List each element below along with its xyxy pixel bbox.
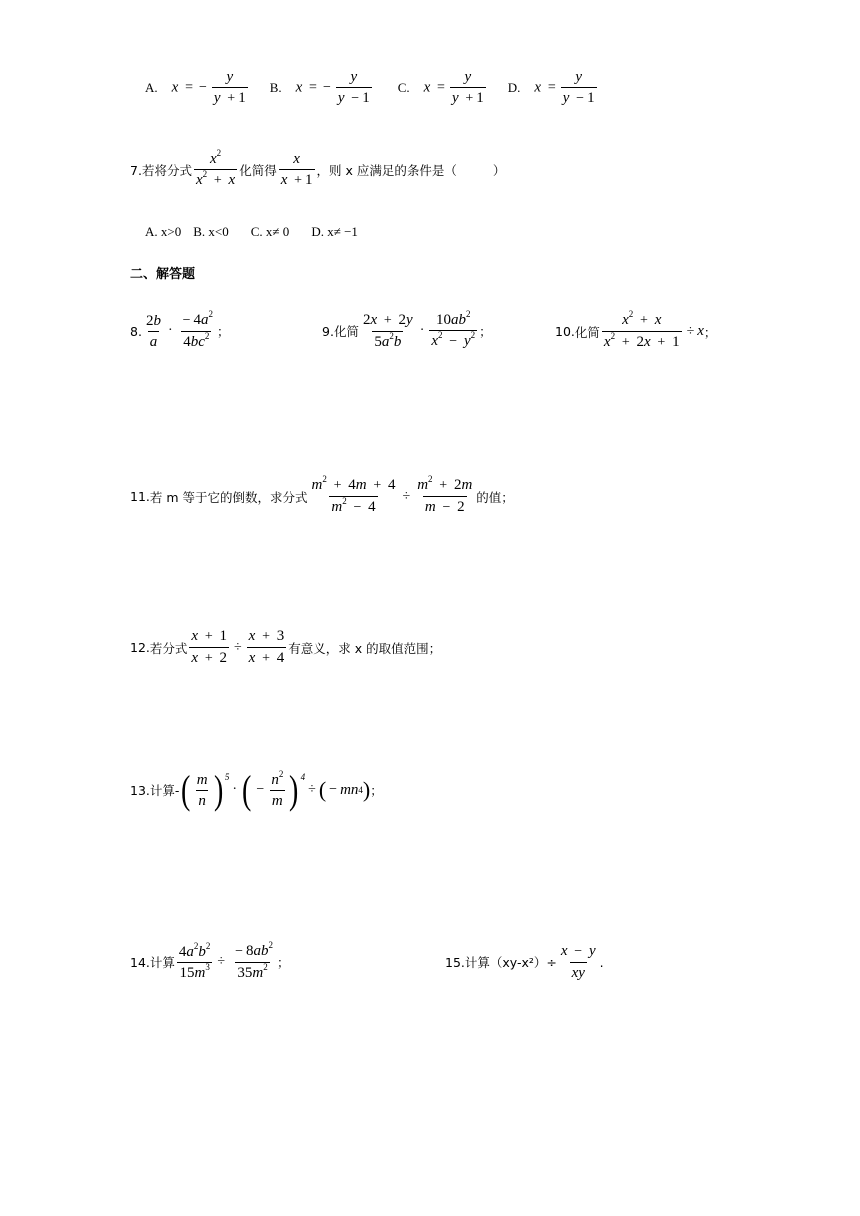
q15-end: .	[599, 954, 604, 970]
q14-end: ；	[277, 955, 290, 970]
q7-text-mid: 化简得	[239, 163, 277, 178]
q15-prefix: 计算（xy-x²）÷	[464, 955, 557, 970]
q8-number: 8.	[130, 323, 142, 339]
q11-number: 11.	[130, 489, 150, 504]
q7-text-after: ，则 x 应满足的条件是（	[316, 163, 457, 178]
q15-number: 15.	[445, 954, 465, 970]
q7-option-b: B. x<0	[193, 224, 229, 239]
question-12	[130, 627, 441, 668]
q10-prefix: 化简	[574, 324, 600, 340]
q13-expression: ( $\frac{m}{n}$ ) 5 · ( − $\frac{n^2}{m}$ ) 4 ÷ ( − mn 4 )	[181, 767, 371, 812]
q14-number: 14.	[130, 954, 150, 970]
q14-expression: $\frac{4a^2b^2}{15m^3}$ ÷ $\frac{- 8ab^2}{35m^2}$	[178, 940, 273, 981]
q8-expression: $\frac{2b}{a}$ · $\frac{- 4a^2}{4bc^2}$	[145, 309, 214, 350]
q13-prefix: 计算-	[149, 783, 180, 798]
q7-fraction-2: $\frac{x}{x + 1}$	[280, 151, 313, 188]
q6-option-d-label: D.	[507, 80, 521, 95]
q6-option-b-label: B.	[269, 80, 282, 95]
q12-text-after: 有意义，求 x 的取值范围；	[288, 640, 442, 656]
question-11	[130, 476, 514, 517]
q9-number: 9.	[322, 323, 334, 339]
q6-option-c-formula: x = $\frac{y}{y + 1}$	[423, 69, 484, 106]
q6-option-b-formula: x = − $\frac{y}{y - 1}$	[295, 69, 370, 106]
q12-number: 12.	[130, 640, 150, 655]
q6-option-a-label: A.	[145, 80, 158, 95]
question-10	[555, 311, 716, 352]
question-9	[322, 311, 492, 351]
q15-expression: $\frac{x - y}{xy}$	[560, 943, 596, 981]
q9-expression: $\frac{2x + 2y}{5a^2b}$ · $\frac{10ab^2}{x^2 - y^2}$	[362, 309, 476, 350]
q11-text-before: 若 m 等于它的倒数，求分式	[149, 489, 308, 505]
section-title: 二、解答题	[130, 267, 196, 282]
q10-number: 10.	[555, 324, 575, 339]
q6-option-a-formula: x = − $\frac{y}{y + 1}$	[171, 69, 246, 106]
q6-option-c-label: C.	[397, 80, 410, 95]
q9-end: ；	[479, 324, 492, 339]
q9-prefix: 化简	[333, 324, 359, 339]
q6-options	[145, 68, 599, 108]
q11-expression: $\frac{m^2 + 4m + 4}{m^2 - 4}$ ÷ $\frac{m^2 + 2m}{m - 2}$	[311, 474, 473, 515]
q13-end: ；	[370, 783, 383, 798]
q14-prefix: 计算	[149, 955, 175, 970]
q7-option-a: A. x>0	[145, 224, 182, 239]
q13-number: 13.	[130, 782, 150, 798]
q10-expression: $\frac{x^2 + x}{x^2 + 2x + 1}$ ÷ x	[603, 309, 704, 350]
question-15	[445, 942, 604, 982]
question-13	[130, 767, 383, 812]
q7-options	[145, 224, 358, 240]
q11-text-after: 的值；	[476, 489, 514, 505]
question-14	[130, 942, 290, 982]
q8-end: ；	[217, 324, 230, 339]
q10-end: ；	[703, 324, 717, 340]
q12-text-before: 若分式	[149, 640, 188, 656]
q7-option-c: C. x≠ 0	[250, 224, 290, 239]
q7-fraction-1: $\frac{x^2}{x^2 + x}$	[195, 148, 236, 188]
question-8	[130, 311, 230, 351]
q7-text-before: 若将分式	[141, 163, 192, 178]
q12-expression: $\frac{x + 1}{x + 2}$ ÷ $\frac{x + 3}{x + 4}$	[191, 628, 285, 666]
q7-number: 7.	[130, 162, 142, 178]
q7-blank-close: ）	[492, 163, 506, 178]
question-7	[130, 150, 505, 190]
q7-option-d: D. x≠ −1	[311, 224, 358, 239]
q6-option-d-formula: x = $\frac{y}{y - 1}$	[534, 69, 595, 106]
